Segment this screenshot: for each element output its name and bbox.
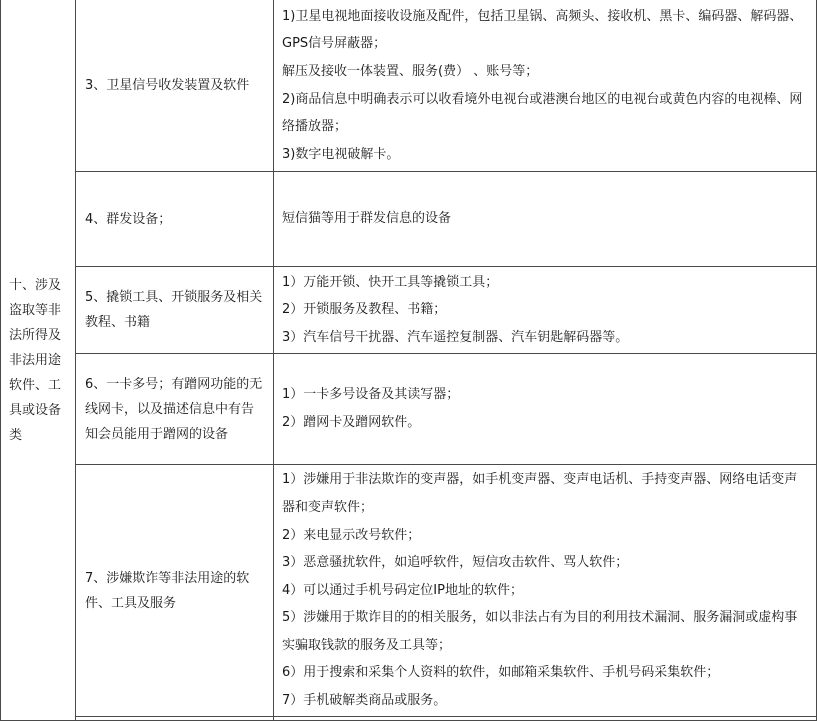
description-line: 7）手机破解类商品或服务。 [282, 693, 447, 709]
description-line: 4）可以通过手机号码定位IP地址的软件； [282, 582, 523, 598]
table-row [1, 465, 817, 717]
description-cell [274, 267, 817, 354]
item-cell: 5、撬锁工具、开锁服务及相关教程、书籍 [76, 267, 274, 354]
description-cell [274, 465, 817, 717]
description-cell [274, 0, 817, 172]
description-cell [274, 354, 817, 465]
table-row [1, 354, 817, 465]
item-cell: 4、群发设备； [76, 172, 274, 267]
description-cell [274, 172, 817, 267]
description-line: 1）万能开锁、快开工具等撬锁工具； [282, 274, 499, 290]
table-row [1, 0, 817, 172]
description-line: 解压及接收一体装置、服务(费） 、账号等； [282, 63, 539, 79]
description-line: 3)数字电视破解卡。 [282, 146, 400, 162]
description-line: 1）一卡多号设备及其读写器； [282, 387, 460, 403]
description-line: 1）涉嫌用于非法欺诈的变声器，如手机变声器、变声电话机、手持变声器、网络电话变声器和变声软件； [282, 472, 798, 515]
description-line: 2）蹭网卡及蹭网软件。 [282, 415, 421, 430]
description-line: 3）恶意骚扰软件，如追呼软件，短信攻击软件、骂人软件； [282, 555, 629, 571]
item-cell: 7、涉嫌欺诈等非法用途的软件、工具及服务 [76, 465, 274, 717]
description-line: 2)商品信息中明确表示可以收看境外电视台或港澳台地区的电视台或黄色内容的电视棒、网络播放器； [282, 91, 803, 135]
description-line: 短信猫等用于群发信息的设备 [282, 211, 452, 227]
description-line: 2）来电显示改号软件； [282, 527, 421, 543]
description-line: 5）涉嫌用于欺诈目的的相关服务，如以非法占有为目的利用技术漏洞、服务漏洞或虚构事实骗取钱款的服务及工具等； [282, 610, 798, 653]
table-row [1, 267, 817, 354]
category-cell: 十、涉及盗取等非法所得及非法用途软件、工具或设备类 [1, 0, 76, 721]
description-line: 3）汽车信号干扰器、汽车遥控复制器、汽车钥匙解码器等。 [282, 329, 629, 345]
table-row [1, 172, 817, 267]
description-line: 2）开锁服务及教程、书籍； [282, 302, 447, 318]
description-line: 1)卫星电视地面接收设施及配件，包括卫星锅、高频头、接收机、黑卡、编码器、解码器、GPS信号屏蔽器； [282, 8, 803, 52]
description-line: 6）用于搜索和采集个人资料的软件，如邮箱采集软件、手机号码采集软件； [282, 665, 720, 681]
item-cell: 3、卫星信号收发装置及软件 [76, 0, 274, 172]
item-cell: 6、一卡多号；有蹭网功能的无线网卡，以及描述信息中有告知会员能用于蹭网的设备 [76, 354, 274, 465]
